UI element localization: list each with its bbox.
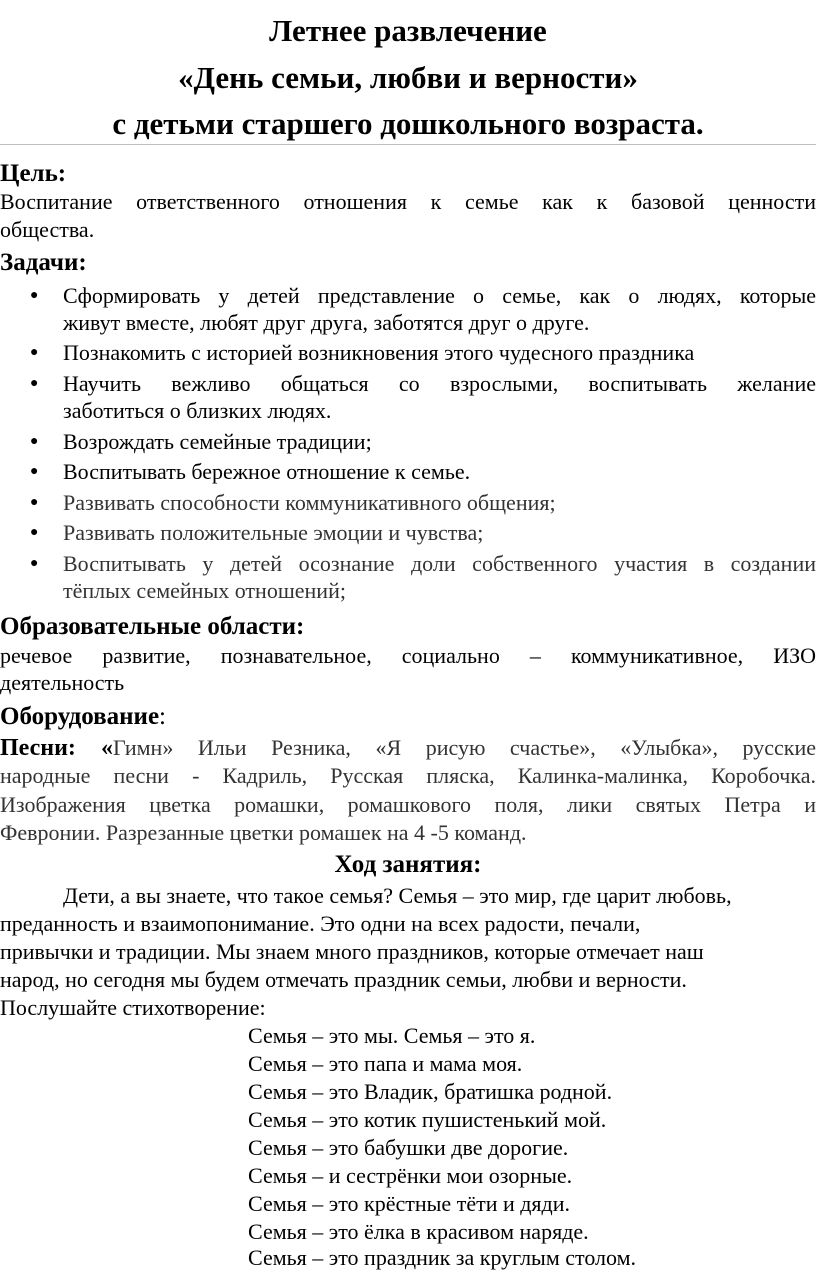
areas-text-line-2: деятельность xyxy=(0,670,125,695)
bullet-icon: ● xyxy=(30,434,39,449)
lesson-paragraph-line-4: народ, но сегодня мы будем отмечать праздник семьи, любви и верности. xyxy=(0,967,687,992)
goal-text-line-1: Воспитание ответственного отношения к семье как к базовой ценности xyxy=(0,189,816,214)
lesson-paragraph-line-3: привычки и традиции. Мы знаем много праздников, которые отмечает наш xyxy=(0,939,704,964)
bullet-icon: ● xyxy=(30,525,39,540)
poem-line: Семья – и сестрёнки мои озорные. xyxy=(248,1163,573,1188)
poem-line: Семья – это ёлка в красивом наряде. xyxy=(248,1219,589,1244)
title-line-3: с детьми старшего дошкольного возраста. xyxy=(112,106,704,141)
areas-text-line-1: речевое развитие, познавательное, социально – коммуникативное, ИЗО xyxy=(0,643,816,668)
task-item-8-line-2: тёплых семейных отношений; xyxy=(63,578,346,603)
poem-line: Семья – это бабушки две дорогие. xyxy=(248,1135,569,1160)
equipment-heading-colon: : xyxy=(159,703,166,730)
bullet-icon: ● xyxy=(30,376,39,391)
task-item-5: Воспитывать бережное отношение к семье. xyxy=(63,459,471,484)
task-item-2: Познакомить с историей возникновения этого чудесного праздника xyxy=(63,340,695,365)
lesson-heading: Ход занятия: xyxy=(334,851,482,878)
bullet-icon: ● xyxy=(30,288,39,303)
bullet-icon: ● xyxy=(30,345,39,360)
poem-line: Семья – это крёстные тёти и дяди. xyxy=(248,1191,571,1216)
lesson-paragraph-line-1: Дети, а вы знаете, что такое семья? Семья – это мир, где царит любовь, xyxy=(63,883,732,908)
goal-text-line-2: общества. xyxy=(0,217,95,242)
songs-text: Гимн» Ильи Резника, «Я рисую счастье», «Улыбка», русские xyxy=(112,735,816,760)
title-line-2: «День семьи, любви и верности» xyxy=(178,60,638,95)
task-item-3-line-1: Научить вежливо общаться со взрослыми, воспитывать желание xyxy=(63,371,816,396)
title-line-1: Летнее развлечение xyxy=(269,13,547,48)
poem-line: Семья – это праздник за круглым столом. xyxy=(248,1245,637,1270)
task-item-3-line-2: заботиться о близких людях. xyxy=(63,398,332,423)
bullet-icon: ● xyxy=(30,464,39,479)
areas-heading: Образовательные области: xyxy=(0,613,305,640)
poem-line: Семья – это мы. Семья – это я. xyxy=(248,1023,536,1048)
task-item-7: Развивать положительные эмоции и чувства; xyxy=(63,520,484,545)
bullet-icon: ● xyxy=(30,556,39,571)
task-item-4: Возрождать семейные традиции; xyxy=(63,429,372,454)
title-divider xyxy=(0,144,816,145)
tasks-heading: Задачи: xyxy=(0,249,87,276)
equipment-heading xyxy=(0,703,166,731)
poem-line: Семья – это Владик, братишка родной. xyxy=(248,1079,613,1104)
songs-line-2: народные песни - Кадриль, Русская пляска, Калинка-малинка, Коробочка. xyxy=(0,763,816,788)
poem-line: Семья – это котик пушистенький мой. xyxy=(248,1107,607,1132)
equipment-heading-label: Оборудование xyxy=(0,703,160,730)
songs-label: Песни: « xyxy=(0,735,113,761)
poem-line: Семья – это папа и мама моя. xyxy=(248,1051,523,1076)
lesson-paragraph-line-2: преданность и взаимопонимание. Это одни на всех радости, печали, xyxy=(0,911,641,936)
songs-line-4: Февронии. Разрезанные цветки ромашек на 4 -5 команд. xyxy=(0,820,527,845)
songs-line-3: Изображения цветка ромашки, ромашкового поля, лики святых Петра и xyxy=(0,792,816,817)
bullet-icon: ● xyxy=(30,495,39,510)
goal-heading: Цель: xyxy=(0,160,67,187)
lesson-paragraph-line-5: Послушайте стихотворение: xyxy=(0,995,266,1020)
task-item-6: Развивать способности коммуникативного общения; xyxy=(63,490,556,515)
task-item-1-line-2: живут вместе, любят друг друга, заботятся друг о друге. xyxy=(63,310,590,335)
task-item-1-line-1: Сформировать у детей представление о семье, как о людях, которые xyxy=(63,283,816,308)
task-item-8-line-1: Воспитывать у детей осознание доли собственного участия в создании xyxy=(63,551,816,576)
songs-line-1 xyxy=(0,735,816,761)
